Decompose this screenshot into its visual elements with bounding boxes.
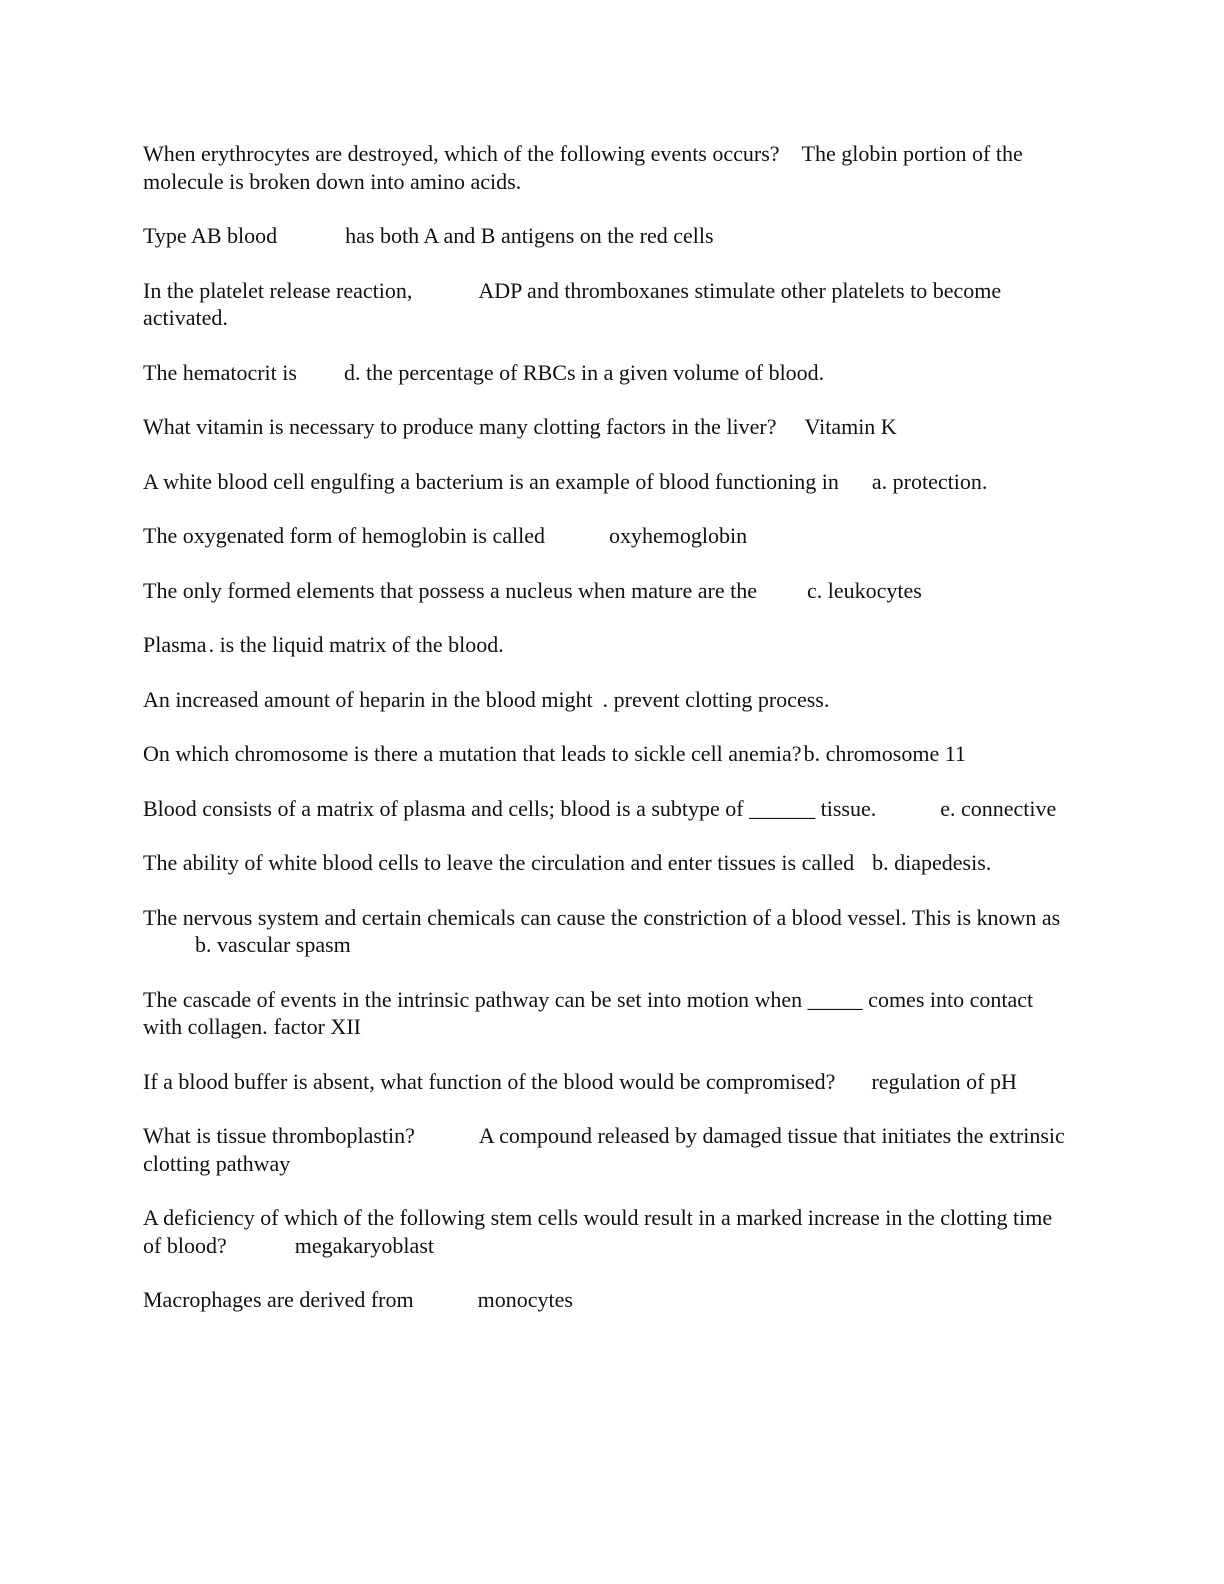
answer-text: monocytes	[477, 1287, 573, 1312]
question-text: In the platelet release reaction,	[143, 277, 413, 303]
answer-text: c. leukocytes	[806, 577, 922, 603]
answer-text: factor XII	[273, 1014, 361, 1039]
question-text: Plasma	[143, 632, 207, 657]
qa-item	[143, 522, 1073, 550]
question-text: The cascade of events in the intrinsic pathway can be set into motion when _____ comes into contact with collagen.	[143, 986, 1039, 1039]
qa-item	[143, 795, 1073, 823]
qa-item	[143, 468, 1073, 496]
qa-item	[143, 1204, 1073, 1259]
question-text: On which chromosome is there a mutation that leads to sickle cell anemia?	[143, 741, 802, 766]
answer-text: regulation of pH	[871, 1068, 1017, 1094]
qa-item	[143, 1286, 1073, 1314]
qa-item	[143, 740, 1073, 768]
question-text: A deficiency of which of the following stem cells would result in a marked increase in the clotting time of blood?	[143, 1205, 1058, 1258]
question-text: The ability of white blood cells to leave the circulation and enter tissues is called	[143, 850, 855, 875]
question-text: The hematocrit is	[143, 359, 297, 385]
answer-text: Vitamin K	[804, 414, 897, 439]
qa-item	[143, 849, 1073, 877]
answer-text: A compound released by damaged tissue that initiates the extrinsic clotting pathway	[143, 1123, 1071, 1176]
answer-text: b. chromosome 11	[803, 741, 966, 766]
question-text: The oxygenated form of hemoglobin is called	[143, 523, 545, 548]
qa-item	[143, 222, 1073, 250]
qa-item	[143, 986, 1073, 1041]
qa-item	[143, 686, 1073, 714]
question-text: The nervous system and certain chemicals can cause the constriction of a blood vessel. This is known as	[143, 904, 1061, 930]
answer-text: b. diapedesis.	[872, 850, 992, 875]
question-text: If a blood buffer is absent, what function of the blood would be compromised?	[143, 1068, 836, 1094]
question-text: What vitamin is necessary to produce many clotting factors in the liver?	[143, 414, 777, 439]
answer-text: b. vascular spasm	[195, 932, 351, 957]
question-text: Type AB blood	[143, 223, 278, 248]
qa-item	[143, 359, 1073, 387]
answer-text: has both A and B antigens on the red cells	[345, 223, 714, 248]
qa-item	[143, 631, 1073, 659]
qa-item	[143, 1122, 1073, 1177]
qa-list	[143, 140, 1073, 1341]
question-text: When erythrocytes are destroyed, which of the following events occurs?	[143, 141, 780, 166]
answer-text: e. connective	[940, 795, 1057, 821]
qa-item	[143, 904, 1073, 959]
answer-text: . prevent clotting process.	[602, 686, 830, 712]
question-text: What is tissue thromboplastin?	[143, 1123, 415, 1148]
question-text: Macrophages are derived from	[143, 1287, 414, 1312]
question-text: The only formed elements that possess a nucleus when mature are the	[143, 577, 757, 603]
qa-item	[143, 1068, 1073, 1096]
answer-text: d. the percentage of RBCs in a given volume of blood.	[343, 359, 825, 385]
answer-text: oxyhemoglobin	[609, 523, 748, 548]
answer-text: . is the liquid matrix of the blood.	[208, 632, 504, 657]
question-text: A white blood cell engulfing a bacterium is an example of blood functioning in	[143, 468, 839, 494]
answer-text: The globin portion of the molecule is broken down into amino acids.	[143, 141, 1029, 194]
answer-text: ADP and thromboxanes stimulate other platelets to become activated.	[143, 277, 1007, 330]
qa-item	[143, 413, 1073, 441]
qa-item	[143, 140, 1073, 195]
answer-text: a. protection.	[871, 468, 988, 494]
answer-text: megakaryoblast	[294, 1232, 434, 1258]
qa-item	[143, 577, 1073, 605]
question-text: An increased amount of heparin in the blood might	[143, 686, 593, 712]
qa-item	[143, 277, 1073, 332]
question-text: Blood consists of a matrix of plasma and cells; blood is a subtype of ______ tissue.	[143, 795, 877, 821]
